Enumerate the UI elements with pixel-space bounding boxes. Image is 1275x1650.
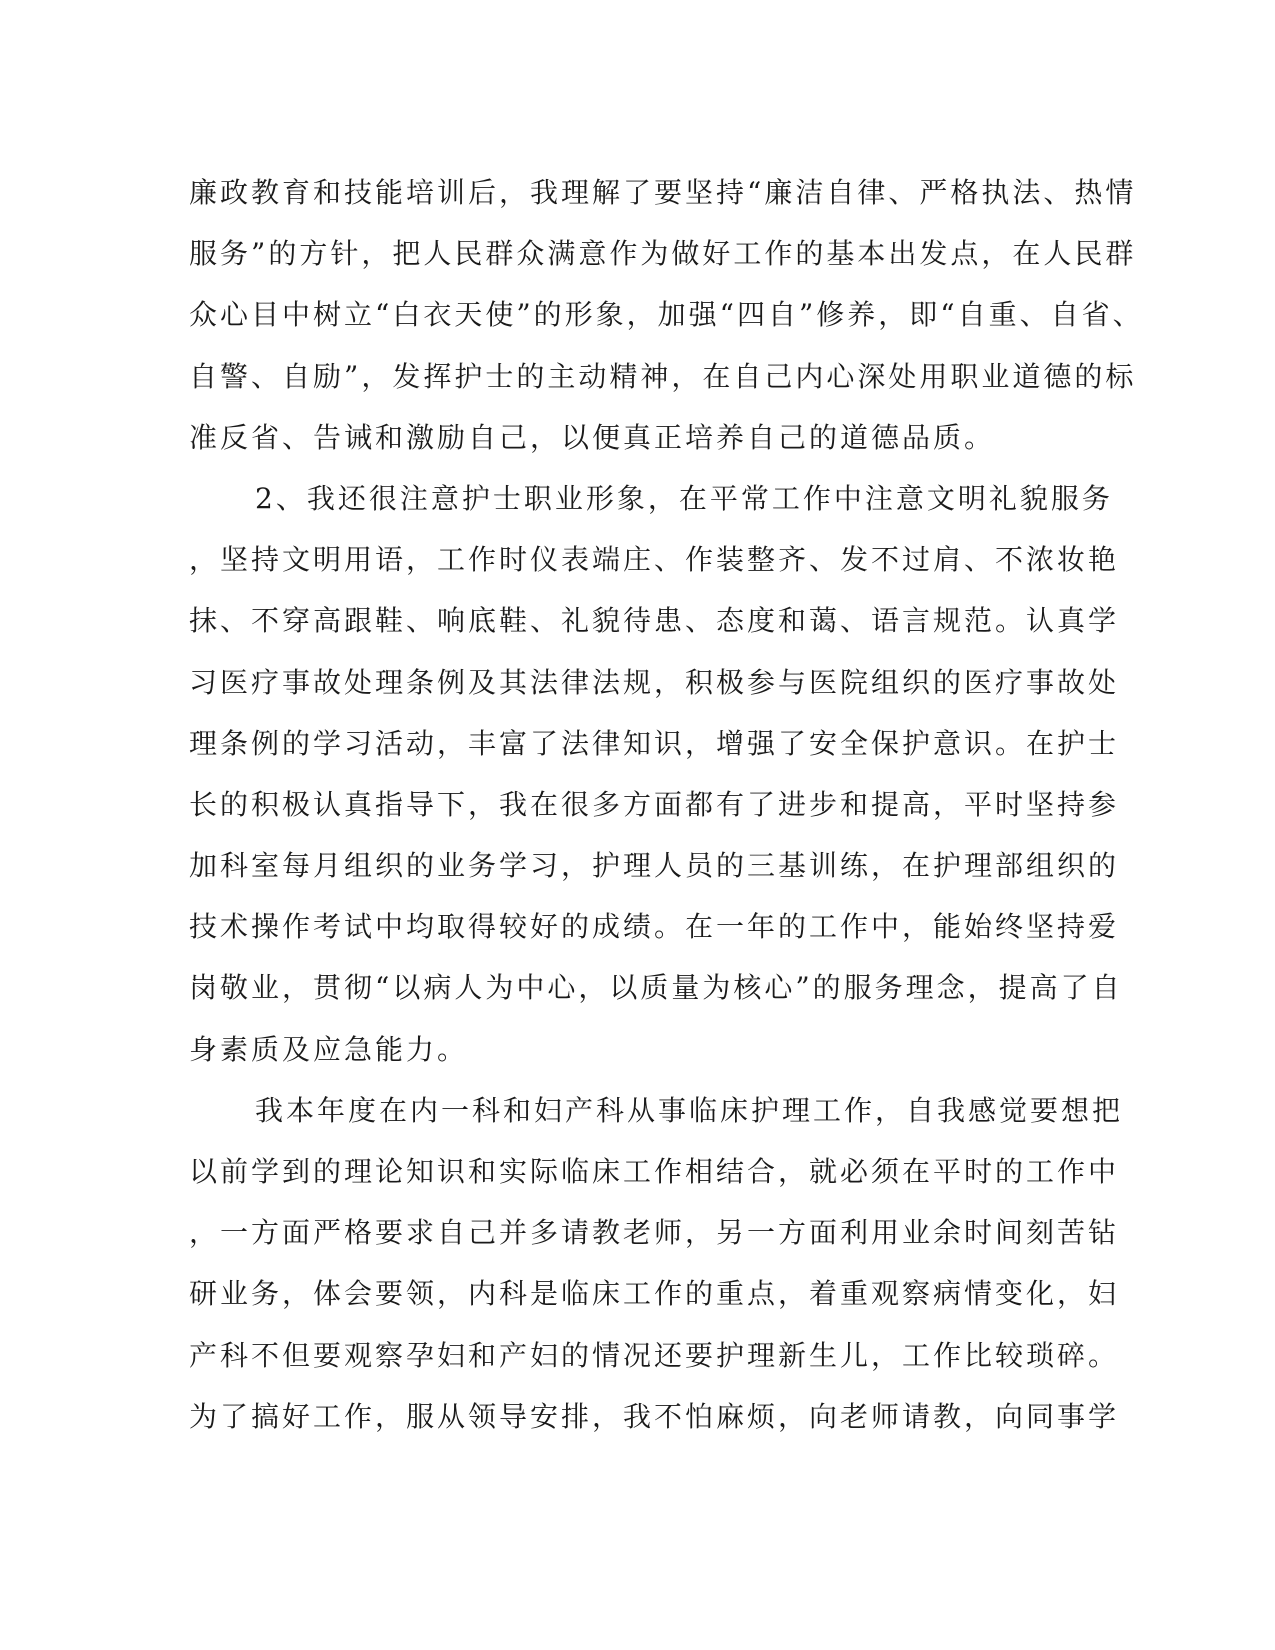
paragraph-line: 2、我还很注意护士职业形象，在平常工作中注意文明礼貌服务 <box>255 481 1113 515</box>
paragraph-line: 廉政教育和技能培训后，我理解了要坚持“廉洁自律、严格执法、热情 <box>189 176 1137 209</box>
paragraph-line: 习医疗事故处理条例及其法律法规，积极参与医院组织的医疗事故处 <box>189 665 1120 699</box>
paragraph-line: 技术操作考试中均取得较好的成绩。在一年的工作中，能始终坚持爱 <box>189 910 1120 944</box>
paragraph-line: 为了搞好工作，服从领导安排，我不怕麻烦，向老师请教，向同事学 <box>189 1399 1120 1433</box>
paragraph-line: 研业务，体会要领，内科是临床工作的重点，着重观察病情变化，妇 <box>189 1277 1120 1311</box>
paragraph-line: 加科室每月组织的业务学习，护理人员的三基训练，在护理部组织的 <box>189 849 1120 883</box>
paragraph-line: 理条例的学习活动，丰富了法律知识，增强了安全保护意识。在护士 <box>189 726 1120 760</box>
paragraph-line: ，一方面严格要求自己并多请教老师，另一方面利用业余时间刻苦钻 <box>189 1216 1120 1250</box>
paragraph-line: 自警、自励”，发挥护士的主动精神，在自己内心深处用职业道德的标 <box>189 359 1137 393</box>
body-text <box>189 162 1144 1447</box>
paragraph-line: 产科不但要观察孕妇和产妇的情况还要护理新生儿，工作比较琐碎。 <box>189 1338 1120 1372</box>
paragraph-line: 身素质及应急能力。 <box>189 1032 469 1066</box>
paragraph-line: ，坚持文明用语，工作时仪表端庄、作装整齐、发不过肩、不浓妆艳 <box>189 543 1120 577</box>
paragraph-line: 众心目中树立“白衣天使”的形象，加强“四自”修养，即“自重、自省、 <box>189 298 1144 332</box>
paragraph-line: 服务”的方针，把人民群众满意作为做好工作的基本出发点，在人民群 <box>189 237 1137 271</box>
paragraph-line: 岗敬业，贯彻“以病人为中心，以质量为核心”的服务理念，提高了自 <box>189 971 1123 1005</box>
paragraph-line: 准反省、告诫和激励自己，以便真正培养自己的道德品质。 <box>189 420 996 454</box>
paragraph-line: 以前学到的理论知识和实际临床工作相结合，就必须在平时的工作中 <box>189 1155 1120 1188</box>
paragraph-line: 我本年度在内一科和妇产科从事临床护理工作，自我感觉要想把 <box>255 1093 1124 1127</box>
paragraph-line: 抹、不穿高跟鞋、响底鞋、礼貌待患、态度和蔼、语言规范。认真学 <box>189 604 1120 638</box>
paragraph-line: 长的积极认真指导下，我在很多方面都有了进步和提高，平时坚持参 <box>189 787 1120 821</box>
